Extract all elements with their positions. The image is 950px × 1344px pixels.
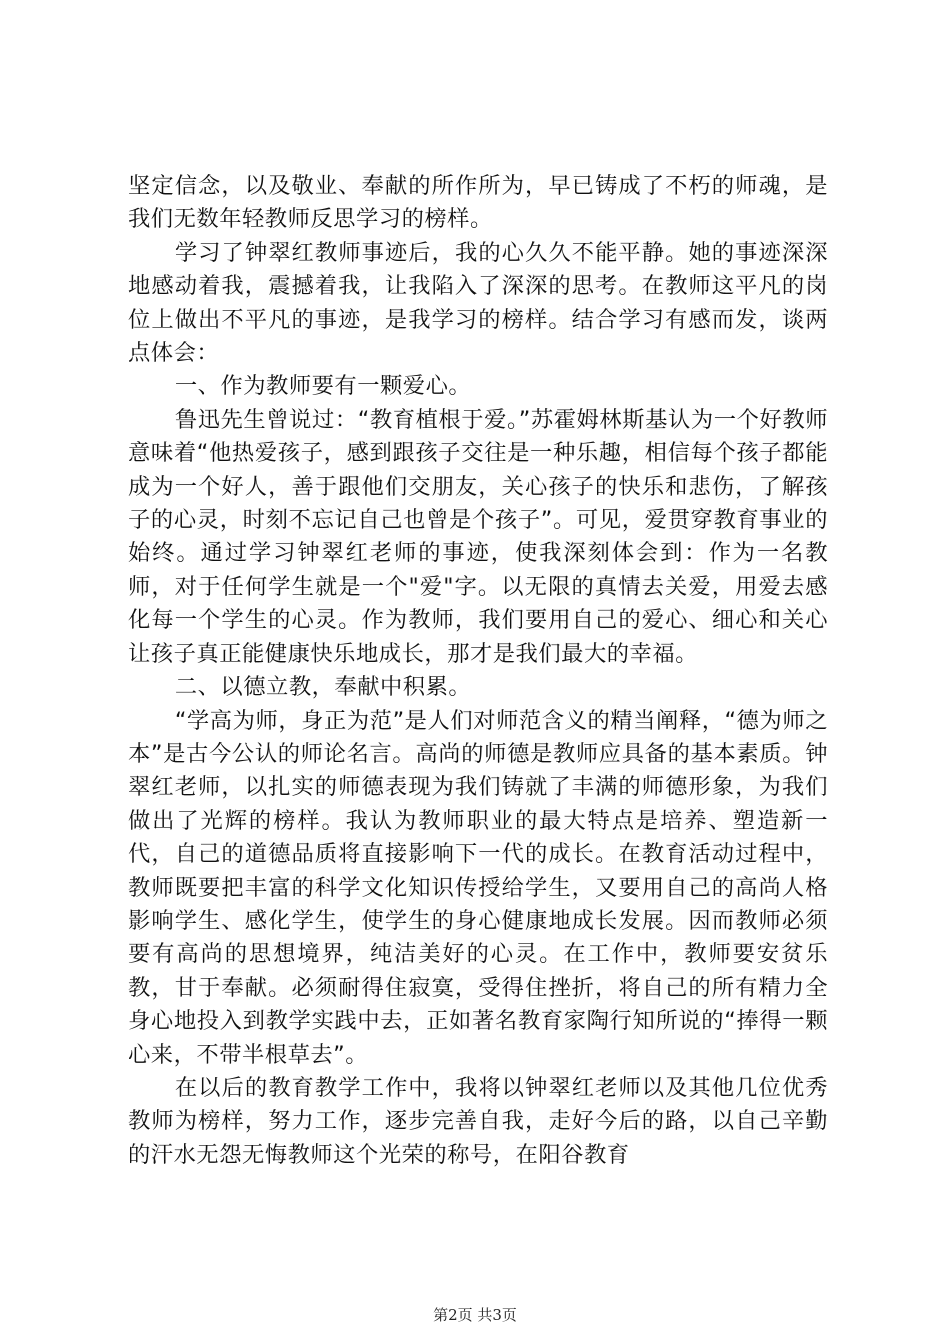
paragraph-1: 坚定信念，以及敬业、奉献的所作所为，早已铸成了不朽的师魂，是我们无数年轻教师反思学习的榜样。 [128, 173, 828, 233]
paragraph-5: 在以后的教育教学工作中，我将以钟翠红老师以及其他几位优秀教师为榜样，努力工作，逐步完善自我，走好今后的路，以自己辛勤的汗水无怨无悔教师这个光荣的称号，在阳谷教育 [128, 1074, 828, 1168]
page-number-footer: 第2页 共3页 [433, 1306, 517, 1324]
section-heading-2: 二、以德立教，奉献中积累。 [174, 674, 472, 701]
paragraph-2: 学习了钟翠红教师事迹后，我的心久久不能平静。她的事迹深深地感动着我，震撼着我，让我陷入了深深的思考。在教师这平凡的岗位上做出不平凡的事迹，是我学习的榜样。结合学习有感而发，谈两点体会： [128, 239, 828, 367]
paragraph-3: 鲁迅先生曾说过：“教育植根于爱。”苏霍姆林斯基认为一个好教师意味着“他热爱孩子，感到跟孩子交往是一种乐趣，相信每个孩子都能成为一个好人，善于跟他们交朋友，关心孩子的快乐和悲伤，了解孩子的心灵，时刻不忘记自己也曾是个孩子”。可见，爱贯穿教育事业的始终。通过学习钟翠红老师的事迹，使我深刻体会到：作为一名教师，对于任何学生就是一个"爱"字。以无限的真情去关爱，用爱去感化每一个学生的心灵。作为教师，我们要用自己的爱心、细心和关心让孩子真正能健康快乐地成长，那才是我们最大的幸福。 [128, 406, 828, 667]
section-heading-1: 一、作为教师要有一颗爱心。 [174, 373, 472, 400]
paragraph-4: “学高为师，身正为范”是人们对师范含义的精当阐释，“德为师之本”是古今公认的师论名言。高尚的师德是教师应具备的基本素质。钟翠红老师，以扎实的师德表现为我们铸就了丰满的师德形象，为我们做出了光辉的榜样。我认为教师职业的最大特点是培养、塑造新一代，自己的道德品质将直接影响下一代的成长。在教育活动过程中，教师既要把丰富的科学文化知识传授给学生，又要用自己的高尚人格影响学生、感化学生，使学生的身心健康地成长发展。因而教师必须要有高尚的思想境界，纯洁美好的心灵。在工作中，教师要安贫乐教，甘于奉献。必须耐得住寂寞，受得住挫折，将自己的所有精力全身心地投入到教学实践中去，正如著名教育家陶行知所说的“捧得一颗心来，不带半根草去”。 [128, 707, 828, 1068]
document-body [128, 170, 828, 1172]
